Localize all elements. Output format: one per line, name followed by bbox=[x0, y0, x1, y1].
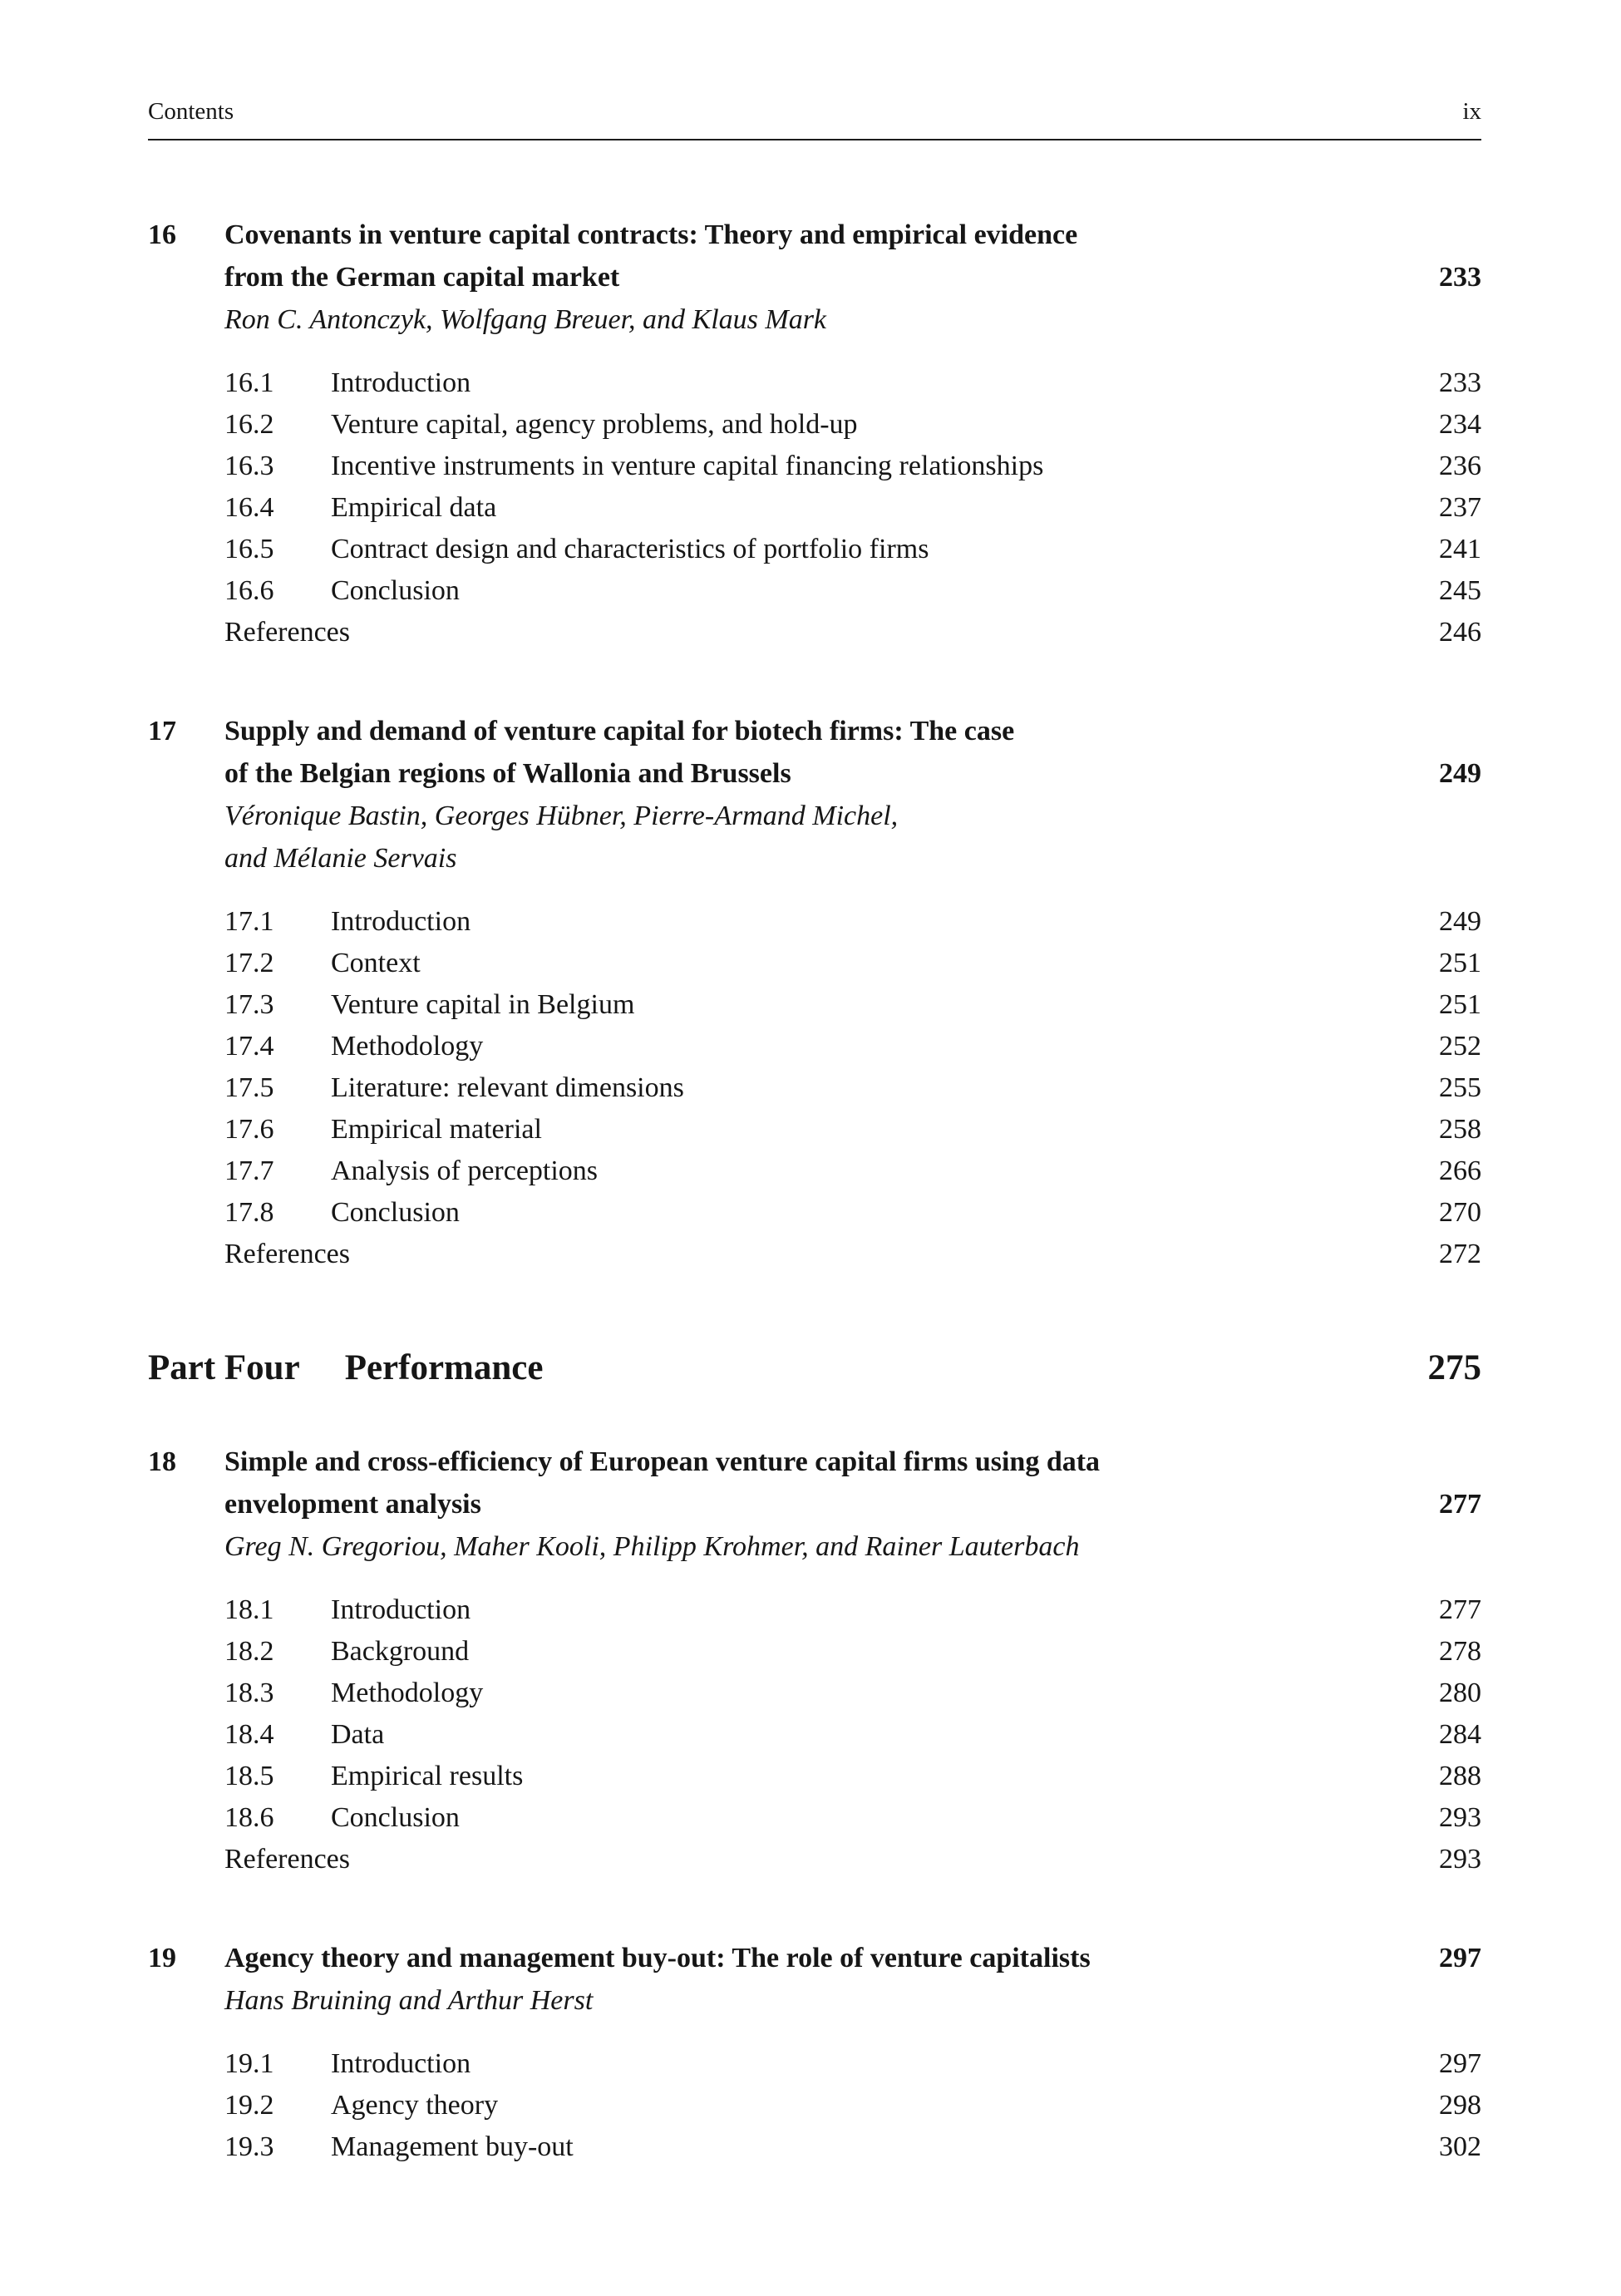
section-label: Empirical material bbox=[331, 1114, 542, 1145]
chapter-page: 277 bbox=[1439, 1489, 1481, 1520]
section-number: 19.3 bbox=[224, 2131, 274, 2162]
section-label: Introduction bbox=[331, 2048, 471, 2079]
section-page: 234 bbox=[1439, 409, 1481, 440]
part-label: Part Four bbox=[148, 1348, 300, 1387]
chapter-title-line: from the German capital market bbox=[224, 262, 620, 293]
section-row bbox=[224, 1756, 1481, 1797]
section-number: 16.5 bbox=[224, 534, 274, 564]
section-number: 17.4 bbox=[224, 1031, 274, 1062]
section-row bbox=[224, 446, 1481, 487]
author-line: Ron C. Antonczyk, Wolfgang Breuer, and Klaus Mark bbox=[224, 304, 827, 335]
section-row bbox=[224, 487, 1481, 529]
section-row bbox=[224, 984, 1481, 1026]
section-row bbox=[224, 1714, 1481, 1756]
chapter-entry bbox=[148, 710, 1481, 1275]
section-number: 16.6 bbox=[224, 575, 274, 606]
section-label: Conclusion bbox=[331, 575, 460, 606]
section-label: Conclusion bbox=[331, 1802, 460, 1833]
chapter-number: 16 bbox=[148, 219, 176, 250]
section-label: Background bbox=[331, 1636, 470, 1667]
section-label: Venture capital, agency problems, and hold-up bbox=[331, 409, 858, 440]
section-row bbox=[224, 1109, 1481, 1150]
section-label: Introduction bbox=[331, 906, 471, 937]
author-line: Greg N. Gregoriou, Maher Kooli, Philipp Krohmer, and Rainer Lauterbach bbox=[224, 1531, 1080, 1562]
section-label: References bbox=[224, 1239, 351, 1269]
section-row bbox=[224, 2043, 1481, 2085]
section-row bbox=[224, 1192, 1481, 1234]
section-page: 272 bbox=[1439, 1239, 1481, 1269]
section-number: 18.3 bbox=[224, 1678, 274, 1708]
section-page: 288 bbox=[1439, 1761, 1481, 1791]
section-label: Literature: relevant dimensions bbox=[331, 1072, 684, 1103]
section-row bbox=[224, 943, 1481, 984]
section-number: 16.3 bbox=[224, 451, 274, 481]
section-page: 245 bbox=[1439, 575, 1481, 606]
section-label: Analysis of perceptions bbox=[331, 1155, 599, 1186]
chapter-page: 297 bbox=[1439, 1943, 1481, 1973]
section-number: 17.2 bbox=[224, 948, 274, 978]
section-row bbox=[224, 1673, 1481, 1714]
section-number: 18.1 bbox=[224, 1594, 274, 1625]
chapter-number: 18 bbox=[148, 1446, 176, 1477]
section-page: 284 bbox=[1439, 1719, 1481, 1750]
section-label: References bbox=[224, 617, 351, 648]
chapter-title-row bbox=[148, 214, 1481, 298]
section-label: Introduction bbox=[331, 1594, 471, 1625]
section-page: 266 bbox=[1439, 1155, 1481, 1186]
chapter-authors bbox=[224, 795, 1481, 879]
chapter-title-line: Covenants in venture capital contracts: Theory and empirical evidence bbox=[224, 219, 1078, 250]
section-label: Introduction bbox=[331, 367, 471, 398]
section-number: 17.1 bbox=[224, 906, 274, 937]
section-row bbox=[224, 2126, 1481, 2168]
chapter-authors bbox=[224, 1979, 1481, 2022]
section-page: 241 bbox=[1439, 534, 1481, 564]
author-line: Hans Bruining and Arthur Herst bbox=[224, 1985, 594, 2016]
section-row bbox=[224, 404, 1481, 446]
section-page: 293 bbox=[1439, 1844, 1481, 1875]
chapter-entry bbox=[148, 1937, 1481, 2168]
section-number: 16.2 bbox=[224, 409, 274, 440]
chapter-number: 17 bbox=[148, 716, 176, 746]
chapter-entry bbox=[148, 1441, 1481, 1880]
chapter-title bbox=[224, 1937, 1422, 1979]
section-number: 16.4 bbox=[224, 492, 274, 523]
section-page: 246 bbox=[1439, 617, 1481, 648]
chapter-title-line: Simple and cross-efficiency of European venture capital firms using data bbox=[224, 1446, 1101, 1477]
section-list bbox=[224, 1589, 1481, 1880]
section-label: Incentive instruments in venture capital financing relationships bbox=[331, 451, 1044, 481]
part-title: Performance bbox=[344, 1348, 544, 1387]
section-number: 18.2 bbox=[224, 1636, 274, 1667]
running-header bbox=[148, 98, 1481, 140]
section-row bbox=[224, 529, 1481, 570]
section-number: 17.5 bbox=[224, 1072, 274, 1103]
toc bbox=[148, 214, 1481, 2168]
section-number: 18.4 bbox=[224, 1719, 274, 1750]
chapter-title bbox=[224, 214, 1422, 298]
section-row bbox=[224, 570, 1481, 612]
section-row bbox=[224, 1589, 1481, 1631]
section-row bbox=[224, 1026, 1481, 1067]
references-row bbox=[224, 1839, 1481, 1880]
section-label: Venture capital in Belgium bbox=[331, 989, 635, 1020]
section-page: 237 bbox=[1439, 492, 1481, 523]
part-page: 275 bbox=[1427, 1348, 1481, 1387]
chapter-title-line: Supply and demand of venture capital for biotech firms: The case bbox=[224, 716, 1015, 746]
folio-page-number: ix bbox=[1462, 98, 1481, 125]
chapter-title-line: Agency theory and management buy-out: The role of venture capitalists bbox=[224, 1943, 1091, 1973]
section-page: 251 bbox=[1439, 989, 1481, 1020]
chapter-authors bbox=[224, 298, 1481, 341]
references-row bbox=[224, 612, 1481, 653]
chapter-title-line: envelopment analysis bbox=[224, 1489, 481, 1520]
section-label: Empirical data bbox=[331, 492, 497, 523]
chapter-page: 233 bbox=[1439, 262, 1481, 293]
section-list bbox=[224, 2043, 1481, 2168]
section-label: Contract design and characteristics of portfolio firms bbox=[331, 534, 929, 564]
chapter-page: 249 bbox=[1439, 758, 1481, 789]
author-line: Véronique Bastin, Georges Hübner, Pierre-Armand Michel, bbox=[224, 801, 899, 831]
chapter-title bbox=[224, 710, 1422, 795]
part-heading bbox=[148, 1342, 1481, 1395]
section-number: 17.7 bbox=[224, 1155, 274, 1186]
section-page: 270 bbox=[1439, 1197, 1481, 1228]
section-label: Context bbox=[331, 948, 421, 978]
section-label: References bbox=[224, 1844, 351, 1875]
references-row bbox=[224, 1234, 1481, 1275]
section-label: Methodology bbox=[331, 1031, 484, 1062]
section-label: Methodology bbox=[331, 1678, 484, 1708]
section-row bbox=[224, 1797, 1481, 1839]
section-page: 255 bbox=[1439, 1072, 1481, 1103]
chapter-entry bbox=[148, 214, 1481, 653]
section-page: 293 bbox=[1439, 1802, 1481, 1833]
section-list bbox=[224, 901, 1481, 1275]
section-label: Conclusion bbox=[331, 1197, 460, 1228]
section-page: 280 bbox=[1439, 1678, 1481, 1708]
section-row bbox=[224, 362, 1481, 404]
chapter-title-row bbox=[148, 710, 1481, 795]
section-page: 298 bbox=[1439, 2090, 1481, 2121]
section-page: 258 bbox=[1439, 1114, 1481, 1145]
section-row bbox=[224, 2085, 1481, 2126]
chapter-number: 19 bbox=[148, 1943, 176, 1973]
section-number: 17.6 bbox=[224, 1114, 274, 1145]
chapter-title bbox=[224, 1441, 1422, 1525]
section-label: Management buy-out bbox=[331, 2131, 574, 2162]
chapter-title-line: of the Belgian regions of Wallonia and Brussels bbox=[224, 758, 791, 789]
section-label: Agency theory bbox=[331, 2090, 499, 2121]
section-page: 233 bbox=[1439, 367, 1481, 398]
section-number: 19.2 bbox=[224, 2090, 274, 2121]
section-page: 249 bbox=[1439, 906, 1481, 937]
section-number: 19.1 bbox=[224, 2048, 274, 2079]
section-page: 302 bbox=[1439, 2131, 1481, 2162]
section-row bbox=[224, 1150, 1481, 1192]
section-number: 18.6 bbox=[224, 1802, 274, 1833]
chapter-authors bbox=[224, 1525, 1481, 1568]
chapter-title-row bbox=[148, 1937, 1481, 1979]
section-label: Empirical results bbox=[331, 1761, 524, 1791]
section-page: 278 bbox=[1439, 1636, 1481, 1667]
section-row bbox=[224, 901, 1481, 943]
section-label: Data bbox=[331, 1719, 385, 1750]
section-page: 277 bbox=[1439, 1594, 1481, 1625]
section-number: 17.8 bbox=[224, 1197, 274, 1228]
section-page: 252 bbox=[1439, 1031, 1481, 1062]
section-number: 18.5 bbox=[224, 1761, 274, 1791]
section-number: 17.3 bbox=[224, 989, 274, 1020]
header-title: Contents bbox=[148, 98, 234, 125]
chapter-title-row bbox=[148, 1441, 1481, 1525]
section-page: 297 bbox=[1439, 2048, 1481, 2079]
author-line: and Mélanie Servais bbox=[224, 843, 457, 874]
section-page: 236 bbox=[1439, 451, 1481, 481]
section-row bbox=[224, 1067, 1481, 1109]
section-row bbox=[224, 1631, 1481, 1673]
section-number: 16.1 bbox=[224, 367, 274, 398]
section-list bbox=[224, 362, 1481, 653]
section-page: 251 bbox=[1439, 948, 1481, 978]
